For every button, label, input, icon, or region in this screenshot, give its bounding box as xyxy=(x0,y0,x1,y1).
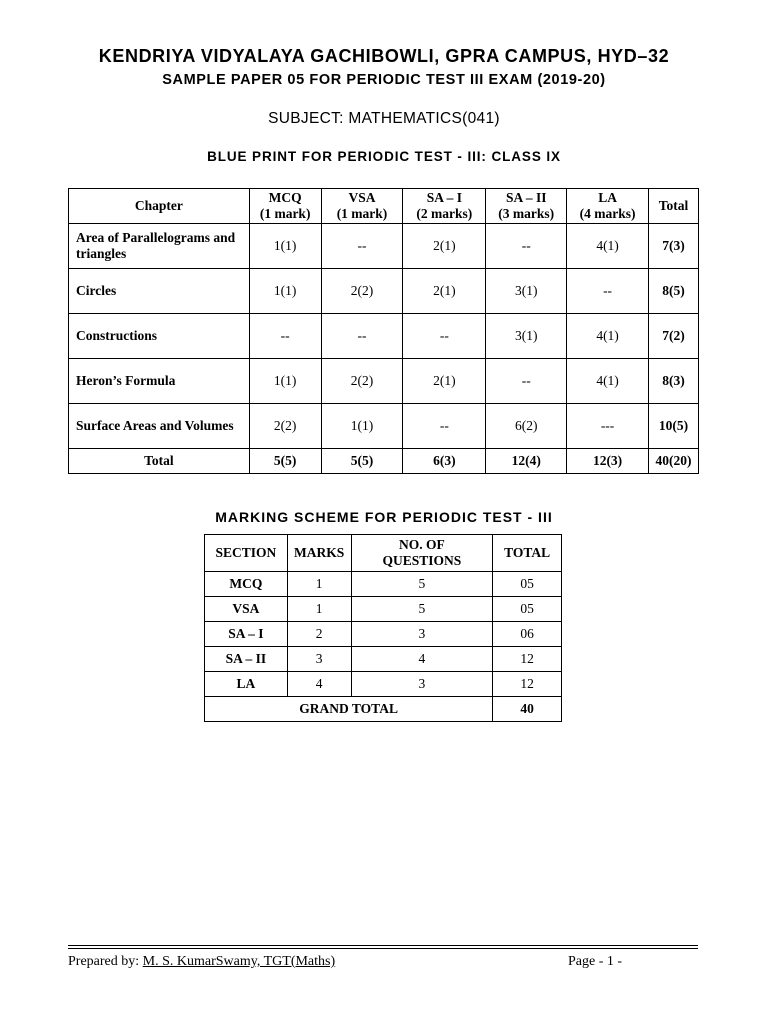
blueprint-table xyxy=(68,188,699,474)
total-cell: 8(3) xyxy=(649,359,699,404)
header-marks: MARKS xyxy=(287,535,351,572)
table-row xyxy=(69,404,699,449)
blueprint-total-row xyxy=(69,449,699,474)
header-sa2: SA – II (3 marks) xyxy=(486,189,567,224)
la-cell: --- xyxy=(567,404,649,449)
page-number: Page - 1 - xyxy=(568,954,623,969)
header-sa1: SA – I (2 marks) xyxy=(403,189,486,224)
questions-cell: 4 xyxy=(351,647,493,672)
table-row xyxy=(205,597,562,622)
sa2-cell: 3(1) xyxy=(486,314,567,359)
prepared-label: Prepared by: xyxy=(68,954,143,969)
header-mcq: MCQ (1 mark) xyxy=(249,189,321,224)
table-row xyxy=(205,622,562,647)
prepared-name: M. S. KumarSwamy, TGT(Maths) xyxy=(142,954,336,969)
sa1-total: 6(3) xyxy=(403,449,486,474)
table-row xyxy=(69,224,699,269)
questions-cell: 3 xyxy=(351,622,493,647)
header-la: LA (4 marks) xyxy=(567,189,649,224)
la-cell: 4(1) xyxy=(567,359,649,404)
mcq-cell: 2(2) xyxy=(249,404,321,449)
grand-total-label: GRAND TOTAL xyxy=(205,697,493,722)
vsa-cell: 2(2) xyxy=(321,269,403,314)
header-total: Total xyxy=(649,189,699,224)
section-cell: MCQ xyxy=(205,572,288,597)
paper-title: SAMPLE PAPER 05 FOR PERIODIC TEST III EXAM (2019-20) xyxy=(162,72,606,88)
mcq-cell: -- xyxy=(249,314,321,359)
table-row xyxy=(69,314,699,359)
sa2-cell: -- xyxy=(486,359,567,404)
marking-scheme-table xyxy=(204,534,562,722)
vsa-cell: -- xyxy=(321,314,403,359)
table-row xyxy=(205,572,562,597)
header-questions: NO. OF QUESTIONS xyxy=(351,535,493,572)
sa1-cell: 2(1) xyxy=(403,269,486,314)
header-total: TOTAL xyxy=(493,535,562,572)
section-cell: SA – I xyxy=(205,622,288,647)
mcq-total: 5(5) xyxy=(249,449,321,474)
table-row xyxy=(69,269,699,314)
questions-cell: 5 xyxy=(351,597,493,622)
header-vsa: VSA (1 mark) xyxy=(321,189,403,224)
total-cell: 10(5) xyxy=(649,404,699,449)
sa2-cell: -- xyxy=(486,224,567,269)
footer-divider xyxy=(68,945,698,946)
mcq-cell: 1(1) xyxy=(249,224,321,269)
questions-cell: 5 xyxy=(351,572,493,597)
chapter-cell: Area of Parallelograms and triangles xyxy=(69,224,250,269)
vsa-cell: 1(1) xyxy=(321,404,403,449)
sa1-cell: 2(1) xyxy=(403,224,486,269)
total-label: Total xyxy=(69,449,250,474)
vsa-cell: 2(2) xyxy=(321,359,403,404)
header-section: SECTION xyxy=(205,535,288,572)
scheme-header-row xyxy=(205,535,562,572)
chapter-cell: Surface Areas and Volumes xyxy=(69,404,250,449)
sa2-cell: 6(2) xyxy=(486,404,567,449)
sa1-cell: 2(1) xyxy=(403,359,486,404)
table-row xyxy=(205,647,562,672)
section-cell: SA – II xyxy=(205,647,288,672)
table-row xyxy=(205,672,562,697)
blueprint-header-row xyxy=(69,189,699,224)
subject-title: SUBJECT: MATHEMATICS(041) xyxy=(268,110,500,127)
la-cell: 4(1) xyxy=(567,314,649,359)
la-cell: -- xyxy=(567,269,649,314)
marks-cell: 1 xyxy=(287,572,351,597)
header-chapter: Chapter xyxy=(69,189,250,224)
sa2-cell: 3(1) xyxy=(486,269,567,314)
vsa-total: 5(5) xyxy=(321,449,403,474)
questions-cell: 3 xyxy=(351,672,493,697)
total-cell: 05 xyxy=(493,572,562,597)
marks-cell: 3 xyxy=(287,647,351,672)
sa2-total: 12(4) xyxy=(486,449,567,474)
mcq-cell: 1(1) xyxy=(249,269,321,314)
total-cell: 7(3) xyxy=(649,224,699,269)
table-row xyxy=(69,359,699,404)
total-cell: 12 xyxy=(493,647,562,672)
chapter-cell: Constructions xyxy=(69,314,250,359)
la-cell: 4(1) xyxy=(567,224,649,269)
sa1-cell: -- xyxy=(403,404,486,449)
total-cell: 05 xyxy=(493,597,562,622)
la-total: 12(3) xyxy=(567,449,649,474)
marks-cell: 2 xyxy=(287,622,351,647)
vsa-cell: -- xyxy=(321,224,403,269)
total-cell: 8(5) xyxy=(649,269,699,314)
marking-scheme-title: MARKING SCHEME FOR PERIODIC TEST - III xyxy=(215,509,553,525)
marks-cell: 1 xyxy=(287,597,351,622)
scheme-grand-total-row xyxy=(205,697,562,722)
blueprint-title: BLUE PRINT FOR PERIODIC TEST - III: CLASS IX xyxy=(207,149,561,164)
section-cell: LA xyxy=(205,672,288,697)
section-cell: VSA xyxy=(205,597,288,622)
total-cell: 12 xyxy=(493,672,562,697)
sa1-cell: -- xyxy=(403,314,486,359)
footer-divider xyxy=(68,948,698,949)
school-title: KENDRIYA VIDYALAYA GACHIBOWLI, GPRA CAMPUS, HYD–32 xyxy=(98,46,670,66)
total-cell: 06 xyxy=(493,622,562,647)
mcq-cell: 1(1) xyxy=(249,359,321,404)
chapter-cell: Circles xyxy=(69,269,250,314)
grand-total-value: 40 xyxy=(493,697,562,722)
footer-prepared-by xyxy=(68,954,335,970)
chapter-cell: Heron’s Formula xyxy=(69,359,250,404)
grand-total: 40(20) xyxy=(649,449,699,474)
marks-cell: 4 xyxy=(287,672,351,697)
total-cell: 7(2) xyxy=(649,314,699,359)
